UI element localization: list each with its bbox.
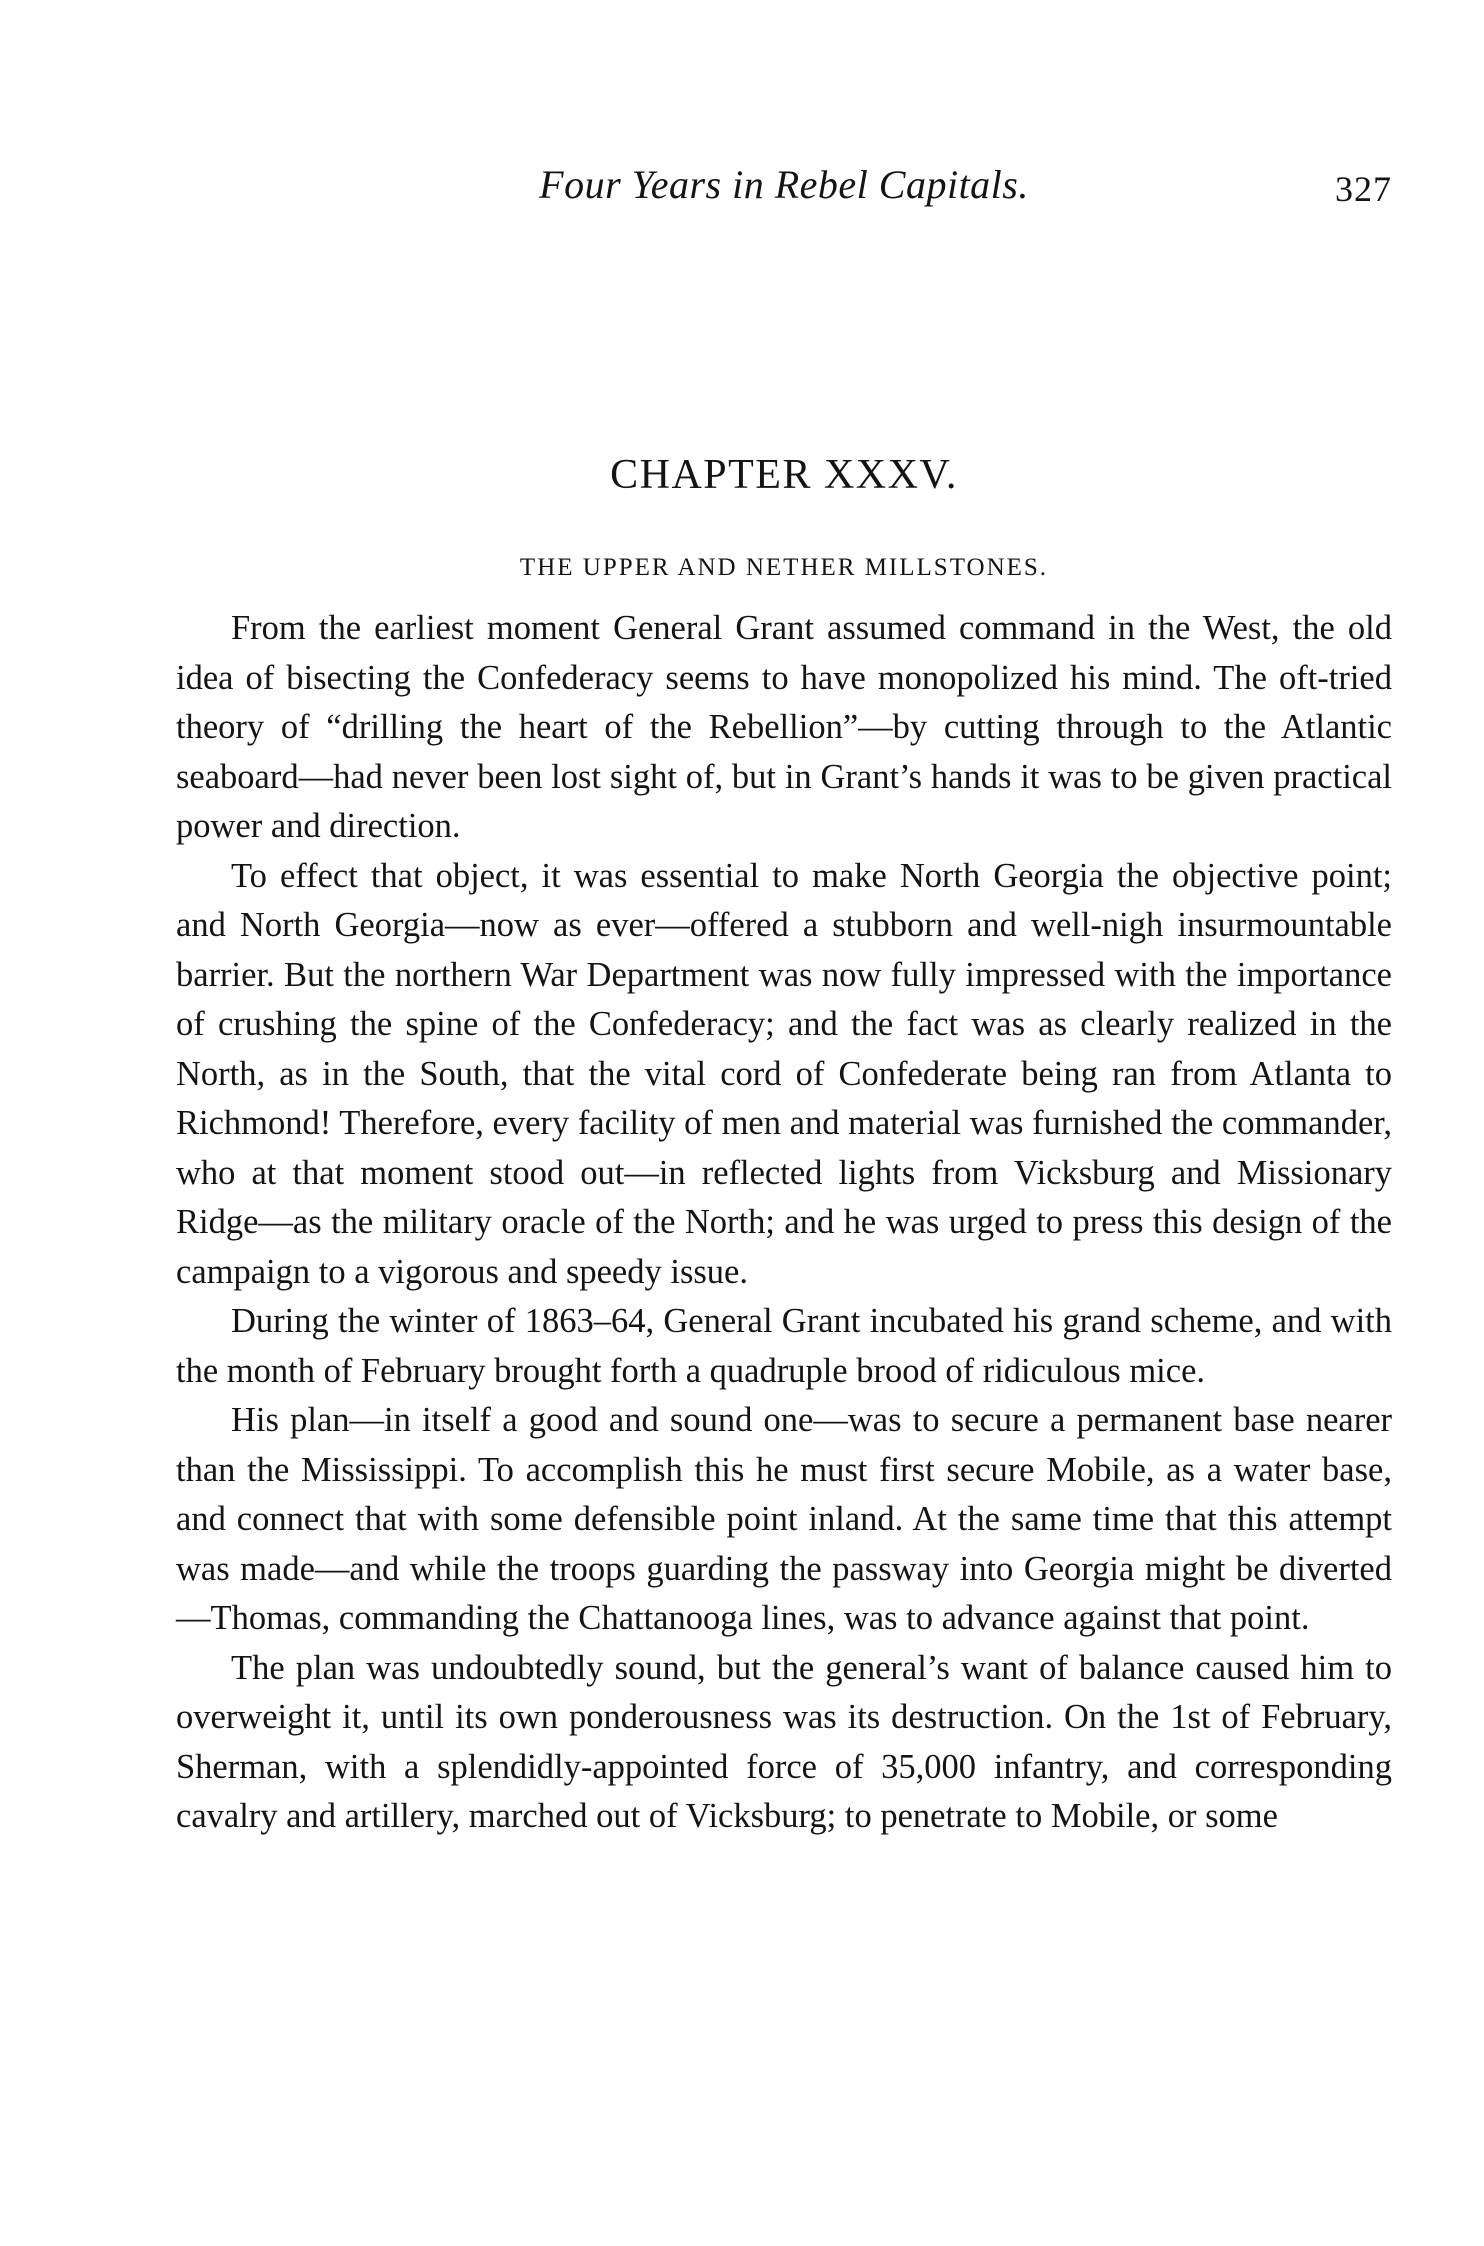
paragraph: To effect that object, it was essential to make North Georgia the objective point; and North Georgia—now as ever—offered a stubborn and well-nigh insurmountable barrier. But the northern War Department was now fully impressed with the importance of crushing the spine of the Confederacy; and the fact was as clearly realized in the North, as in the South, that the vital cord of Confederate being ran from Atlanta to Richmond! Therefore, every facility of men and material was furnished the commander, who at that moment stood out—in reflected lights from Vicksburg and Missionary Ridge—as the military oracle of the North; and he was urged to press this design of the campaign to a vigorous and speedy issue. [176,856,1392,1291]
page-number: 327 [1335,169,1392,209]
paragraph: His plan—in itself a good and sound one—was to secure a permanent base nearer than the Mississippi. To accomplish this he must first secure Mobile, as a water base, and connect that with some defensible point inland. At the same time that this attempt was made—and while the troops guarding the passway into Georgia might be diverted—Thomas, commanding the Chattanooga lines, was to advance against that point. [176,1401,1392,1637]
chapter-subtitle: THE UPPER AND NETHER MILLSTONES. [519,554,1049,581]
chapter-title: CHAPTER XXXV. [610,452,958,498]
body-text [176,604,1392,1842]
running-title: Four Years in Rebel Capitals. [539,162,1029,207]
paragraph: During the winter of 1863–64, General Grant incubated his grand scheme, and with the month of February brought forth a quadruple brood of ridiculous mice. [176,1302,1392,1390]
running-head [176,155,1392,215]
paragraph: From the earliest moment General Grant assumed command in the West, the old idea of bisecting the Confederacy seems to have monopolized his mind. The oft-tried theory of “drilling the heart of the Rebellion”—by cutting through to the Atlantic seaboard—had never been lost sight of, but in Grant’s hands it was to be given practical power and direction. [176,609,1392,845]
paragraph: The plan was undoubtedly sound, but the general’s want of balance caused him to overweight it, until its own ponderousness was its destruction. On the 1st of February, Sherman, with a splendidly-appointed force of 35,000 infantry, and corresponding cavalry and artillery, marched out of Vicksburg; to penetrate to Mobile, or some [176,1648,1392,1835]
